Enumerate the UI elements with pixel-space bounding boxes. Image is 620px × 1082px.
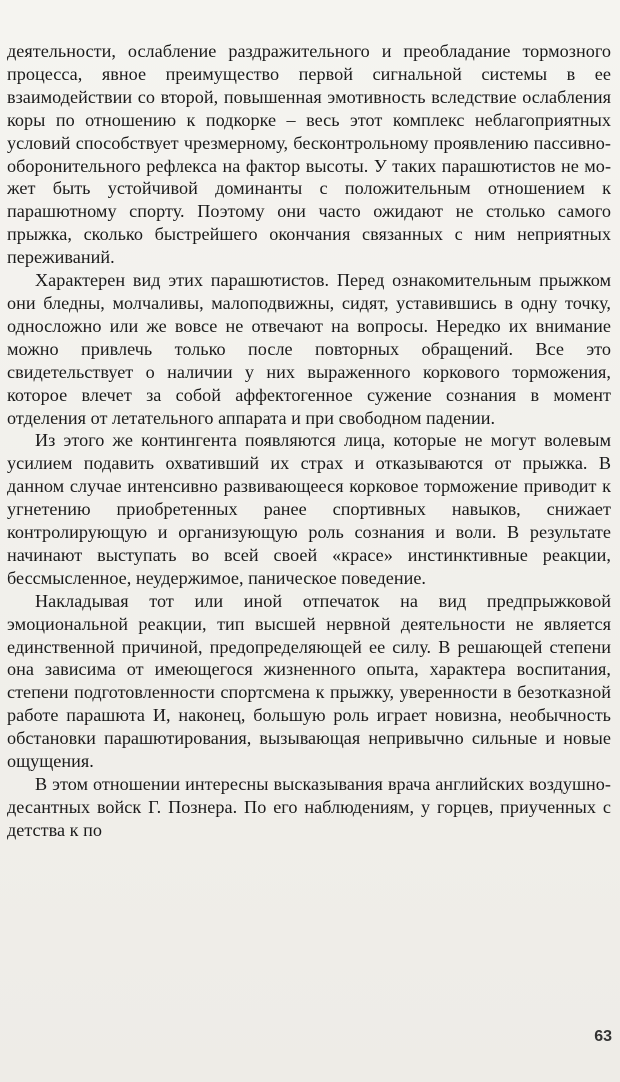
paragraph-4: Накладывая тот или иной отпечаток на вид предпрыжковой эмоциональной реакции, тип высшей нервной деятельности не является единственной причиной, предопределяющей ее силу. В решающей степени она зависима от имеющегося жизненного опыта, характера воспитания, степени подготовленности спортсмена к прыжку, уверенности в безотказной работе парашюта И, наконец, большую роль играет новизна, необычность обстановки парашютирования, вызывающая непривычно сильные и новые ощущения. <box>7 590 611 772</box>
page-number: 63 <box>594 1028 612 1045</box>
paragraph-2: Характерен вид этих парашютистов. Перед ознакомительным прыжком они бледны, молчаливы, малоподвижны, сидят, уставившись в одну точку, односложно или же вовсе не отвечают на вопросы. Нередко их внимание можно привлечь только после повторных обращений. Все это свидетельствует о наличии у них выраженного коркового торможения, которое влечет за собой аффектогенное сужение сознания в момент отделения от летательного аппарата и при свободном падении. <box>7 270 611 428</box>
paragraph-3: Из этого же контингента появляются лица, которые не могут волевым усилием подавить охвативший их страх и отказываются от прыжка. В данном случае интенсивно развивающееся корковое торможение приводит к угнетению приобретенных ранее спортивных навыков, снижает контролирующую и организующую роль сознания и воли. В результате начинают выступать во всей своей «красе» инстинктивные реакции, бессмысленное, неудержимое, паническое поведение. <box>7 430 611 588</box>
body-text <box>7 40 611 842</box>
paragraph-5: В этом отношении интересны высказывания врача английских воздушно-десантных войск Г. Познера. По его наблюдениям, у горцев, приученных с детства к по <box>7 774 611 840</box>
paragraph-1: деятельности, ослабление раздражительного и преобладание тормозного процесса, явное преимущество первой сигнальной системы в ее взаимодействии со второй, повышенная эмотивность вследствие ослабления коры по отношению к подкорке – весь этот комплекс неблагоприятных условий способствует чрезмерному, бесконтрольному проявлению пассивно-оборонительного рефлекса на фактор высоты. У таких парашютистов не может быть устойчивой доминанты с положительным отношением к парашютному спорту. Поэтому они часто ожидают не столько самого прыжка, сколько быстрейшего окончания связанных с ним неприятных переживаний. <box>7 41 611 268</box>
